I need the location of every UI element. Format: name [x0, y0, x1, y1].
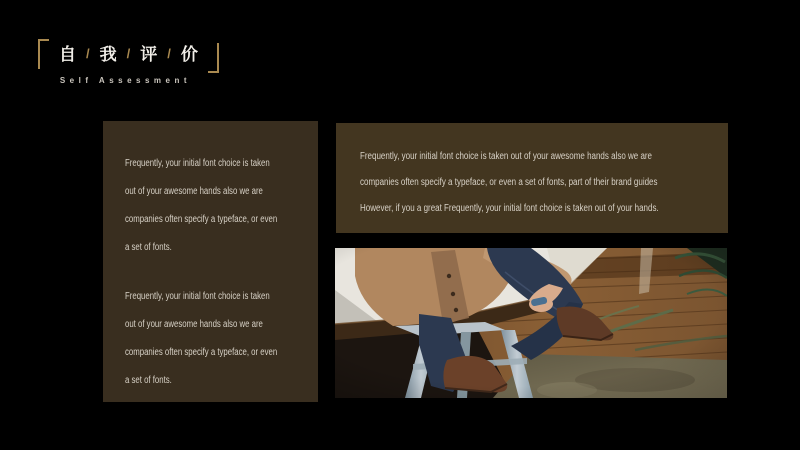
text-line: out of your awesome hands also we are	[125, 319, 263, 330]
right-text-panel	[336, 123, 728, 233]
text-line: Frequently, your initial font choice is taken	[125, 158, 270, 169]
page-subtitle: Self Assessment	[59, 76, 192, 85]
text-line: companies often specify a typeface, or even	[125, 347, 278, 358]
text-line: companies often specify a typeface, or even a set of fonts, part of their brand guides	[360, 177, 658, 188]
page-title	[38, 36, 219, 72]
paragraph	[125, 283, 300, 395]
text-line: Frequently, your initial font choice is taken out of your awesome hands also we are	[360, 151, 653, 162]
text-line: However, if you a great Frequently, your initial font choice is taken out of your hands.	[360, 203, 659, 214]
title-char: 评	[140, 44, 158, 64]
photo-person-tying-boot	[335, 248, 727, 398]
text-line: Frequently, your initial font choice is taken	[125, 291, 270, 302]
title-char: 价	[180, 44, 198, 64]
corner-bracket-left-icon	[38, 39, 49, 69]
corner-bracket-right-icon	[208, 43, 219, 73]
text-line: companies often specify a typeface, or even	[125, 214, 278, 225]
title-char: 自	[59, 44, 76, 64]
text-line: out of your awesome hands also we are	[125, 186, 263, 197]
photo-illustration	[335, 248, 727, 398]
title-char: 我	[99, 44, 117, 64]
title-block	[38, 36, 219, 85]
text-line: a set of fonts.	[125, 242, 172, 253]
left-text-panel	[103, 121, 318, 402]
text-line: a set of fonts.	[125, 375, 172, 386]
slash-separator: /	[86, 45, 90, 61]
slash-separator: /	[126, 45, 131, 61]
slash-separator: /	[167, 45, 171, 61]
paragraph	[125, 150, 300, 262]
